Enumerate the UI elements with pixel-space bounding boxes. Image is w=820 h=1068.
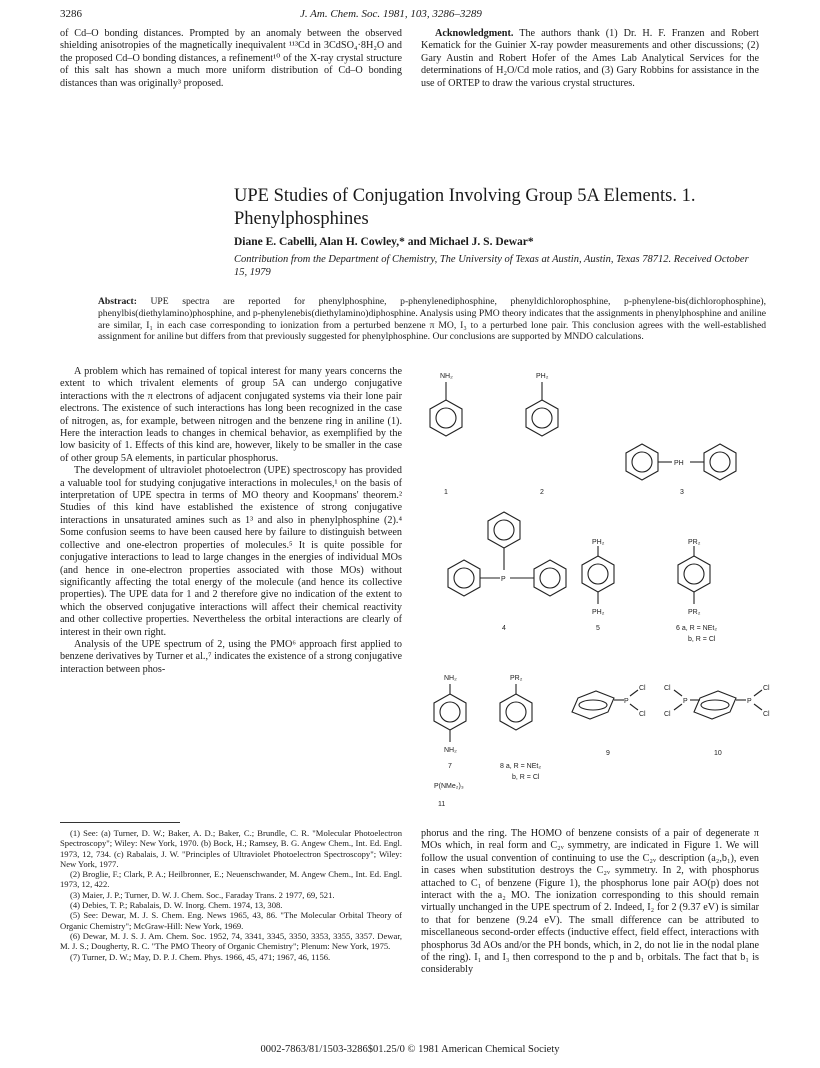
article-affiliation: Contribution from the Department of Chemistry, The University of Texas at Austin, Austin, Texas 78712. Received October 15, 1979: [234, 254, 749, 278]
label-p: P: [501, 576, 506, 583]
label-cl: Cl: [664, 685, 671, 692]
compound-variant: b, R = Cl: [512, 774, 540, 781]
chemical-structures-figure: [410, 360, 790, 820]
compound-number: 8 a, R = NEt₂: [500, 763, 542, 770]
compound-number: 4: [502, 625, 506, 632]
reference-item: (6) Dewar, M. J. S. J. Am. Chem. Soc. 1952, 74, 3341, 3345, 3350, 3353, 3355, 3357. Dewar, M. J. S.; Dougherty, R. C. "The PMO Theory of Organic Chemistry"; Plenum: New York, 1975.: [60, 930, 402, 952]
compound-number: 6 a, R = NEt₂: [676, 625, 718, 632]
compound-variant: b, R = Cl: [688, 636, 716, 643]
label-cl: Cl: [639, 711, 646, 718]
label-p: P: [683, 698, 688, 705]
structure-triphenylphosphine: [448, 512, 566, 596]
label-p: P: [747, 698, 752, 705]
label-ph2: PH₂: [592, 539, 605, 546]
compound-number: 1: [444, 489, 448, 496]
label-ph: PH: [674, 460, 684, 467]
acknowledgment: [421, 28, 759, 90]
running-header: J. Am. Chem. Soc. 1981, 103, 3286–3289: [300, 8, 482, 20]
page-footer: 0002-7863/81/1503-3286$01.25/0 © 1981 American Chemical Society: [260, 1044, 560, 1055]
continuation-text: of Cd–O bonding distances. Prompted by an anomaly between the observed shielding anisotropies of the magnetically inequivalent ¹¹³Cd in 3CdSO₄·8H₂O and the proposed Cd–O bonding distances, a refinement¹⁰ of the X-ray crystal structure of this salt has shown a much more uniform distribution of Cd–O bonding distances than was originally³ proposed.: [60, 28, 402, 89]
page-number: 3286: [60, 8, 82, 20]
body-paragraph: The development of ultraviolet photoelectron (UPE) spectroscopy has provided a valuable tool for studying conjugative interactions in molecules,¹ on the basis of interpretation of UPE spectra in terms of MO theory and Koopmans' theorem.² Studies of this kind have established the existence of strong conjugative interactions in unsaturated amines such as 1³ and also in phenylphosphine (2).⁴ Some confusion seems to have been caused here by failure to distinguish between collective and one-electron properties of molecules.⁵ It is quite possible for conjugative interactions to lead to large changes in the energies of individual MOs (and hence in one-electron properties associated with those MOs) without significantly affecting the total energy of the molecule (and hence its collective properties). The UPE data for 1 and 2 therefore give no indication of the extent to which the observed conjugative interactions will affect their chemical reactivity and other collective properties. Nevertheless the orbital interactions are clearly of interest in their own right.: [60, 465, 402, 638]
body-paragraph: Analysis of the UPE spectrum of 2, using the PMO⁶ approach first applied to benzene derivatives by Turner et al.,⁷ indicates the existence of a strong conjugative interaction between phos-: [60, 638, 402, 675]
body-left-column: [60, 366, 402, 676]
structure-phenylenediphosphine: [582, 546, 614, 604]
label-pr2: PR₂: [688, 539, 701, 546]
structure-phenylenebisphosphine: [678, 546, 710, 604]
label-formula: P(NMe₂)₃: [434, 783, 464, 790]
references: [60, 828, 402, 962]
label-nh2: NH₂: [444, 675, 457, 682]
article-title: UPE Studies of Conjugation Involving Group 5A Elements. 1. Phenylphosphines: [234, 186, 696, 229]
compound-number: 11: [438, 801, 446, 808]
continuation-paragraph: [60, 28, 402, 90]
compound-number: 7: [448, 763, 452, 770]
compound-number: 10: [714, 750, 722, 757]
body-right-column: [421, 828, 759, 977]
label-pr2: PR₂: [688, 609, 701, 616]
label-ph2: PH₂: [536, 373, 549, 380]
compound-number: 5: [596, 625, 600, 632]
reference-item: (3) Maier, J. P.; Turner, D. W. J. Chem. Soc., Faraday Trans. 2 1977, 69, 521.: [70, 889, 335, 900]
reference-item: (1) See: (a) Turner, D. W.; Baker, A. D.; Baker, C.; Brundle, C. R. "Molecular Photoelectron Spectroscopy"; Wiley: New York, 1970. (b) Bock, H.; Ramsey, B. G. Angew Chem., Int. Ed. Engl. 1973, 12, 734. (c) Rabalais, J. W. "Principles of Ultraviolet Photoelectron Spectroscopy"; Wiley: New York, 1977.: [60, 828, 402, 869]
label-cl: Cl: [639, 685, 646, 692]
article-authors: Diane E. Cabelli, Alan H. Cowley,* and Michael J. S. Dewar*: [234, 236, 534, 248]
body-paragraph: phorus and the ring. The HOMO of benzene consists of a pair of degenerate π MOs which, in real form and C₂ᵥ symmetry, are indicated in Figure 1. We will follow the usual convention of continuing to use the C₂ᵥ description (a₂,b₁), even in cases when substitution destroys the C₂ᵥ symmetry. In 2, with phosphorus attached to C₁ of benzene (Figure 1), the phosphorus lone pair AO(p) does not interact with the a₂ MO. The ionization corresponding to this should remain virtually unchanged in the UPE spectrum of 2. Indeed, I₂ for 2 (9.37 eV) is similar to that for benzene (9.24 eV). The small difference can be attributed to miscellaneous second-order effects (inductive effect, field effect, interactions with phosphorus 3d AOs and/or the PH bonds, which, in 2, do not lie in the nodal plane of the ring). I₁ and I₃ then correspond to the p and b₁ orbitals. The fact that b₁ is considerably: [421, 828, 759, 976]
label-p: P: [624, 698, 629, 705]
label-cl: Cl: [664, 711, 671, 718]
label-cl: Cl: [763, 685, 770, 692]
abstract-label: Abstract:: [98, 296, 137, 307]
label-nh2: NH₂: [440, 373, 453, 380]
abstract: [98, 296, 766, 343]
reference-item: (7) Turner, D. W.; May, D. P. J. Chem. Phys. 1966, 45, 471; 1967, 46, 1156.: [70, 951, 331, 962]
structure-aniline: [430, 382, 462, 436]
footnote-rule: [60, 822, 180, 823]
abstract-text: UPE spectra are reported for phenylphosphine, p-phenylenediphosphine, phenyldichlorophosphine, p-phenylene-bis(dichlorophosphine), phenylbis(diethylamino)phosphine, and p-phenylenebis(diethylamino)diphosphine. Analysis using PMO theory indicates that the assignments in phenylphosphine and aniline are similar, I₁ in each case corresponding to ionization from a perturbed benzene π MO, I₃ to a perturbed lone pair. This conclusion agrees with the well-established assignment for aniline but differs from that previously suggested for phenylphosphine. Our conclusions are supported by MNDO calculations.: [98, 296, 766, 343]
structure-phenylphosphine-r2: [500, 684, 532, 730]
reference-item: (4) Debies, T. P.; Rabalais, D. W. Inorg. Chem. 1974, 13, 308.: [70, 900, 283, 911]
acknowledgment-label: Acknowledgment.: [435, 28, 514, 39]
acknowledgment-text: The authors thank (1) Dr. H. F. Franzen and Robert Kematick for the Guinier X-ray powder measurements and other discussions; (2) Gary Austin and Robert Hofer of the Ames Lab Analytical Services for the determinations of H₂O/Cd mole ratios, and (3) Gary Robbins for assistance in the use of ORTEP to draw the various crystal structures.: [421, 28, 759, 89]
label-ph2: PH₂: [592, 609, 605, 616]
compound-number: 2: [540, 489, 544, 496]
body-paragraph: A problem which has remained of topical interest for many years concerns the extent to which trivalent elements of group 5A can undergo conjugative interactions with the π electrons of adjacent conjugated systems via their lone pair electrons. The existence of such interactions has long been recognized in the case of nitrogen, as, for example, between nitrogen and the benzene ring in aniline (1). Here the interaction leads to changes in chemical behavior, as exemplified by the low basicity of 1. Effects of this kind are, however, likely to be smaller in the case of other group 5A elements, in particular phosphorus.: [60, 366, 402, 464]
reference-item: (5) See: Dewar, M. J. S. Chem. Eng. News 1965, 43, 86. "The Molecular Orbital Theory of Organic Chemistry"; McGraw-Hill: New York, 1969.: [60, 910, 402, 931]
structure-phenylphosphine: [526, 382, 558, 436]
compound-number: 3: [680, 489, 684, 496]
label-pr2: PR₂: [510, 675, 523, 682]
label-cl: Cl: [763, 711, 770, 718]
compound-number: 9: [606, 750, 610, 757]
reference-item: (2) Broglie, F.; Clark, P. A.; Heilbronner, E.; Neuenschwander, M. Angew Chem., Int. Ed. Engl. 1973, 12, 422.: [60, 869, 402, 890]
structure-phenylenediamine: [434, 684, 466, 742]
label-nh2: NH₂: [444, 747, 457, 754]
